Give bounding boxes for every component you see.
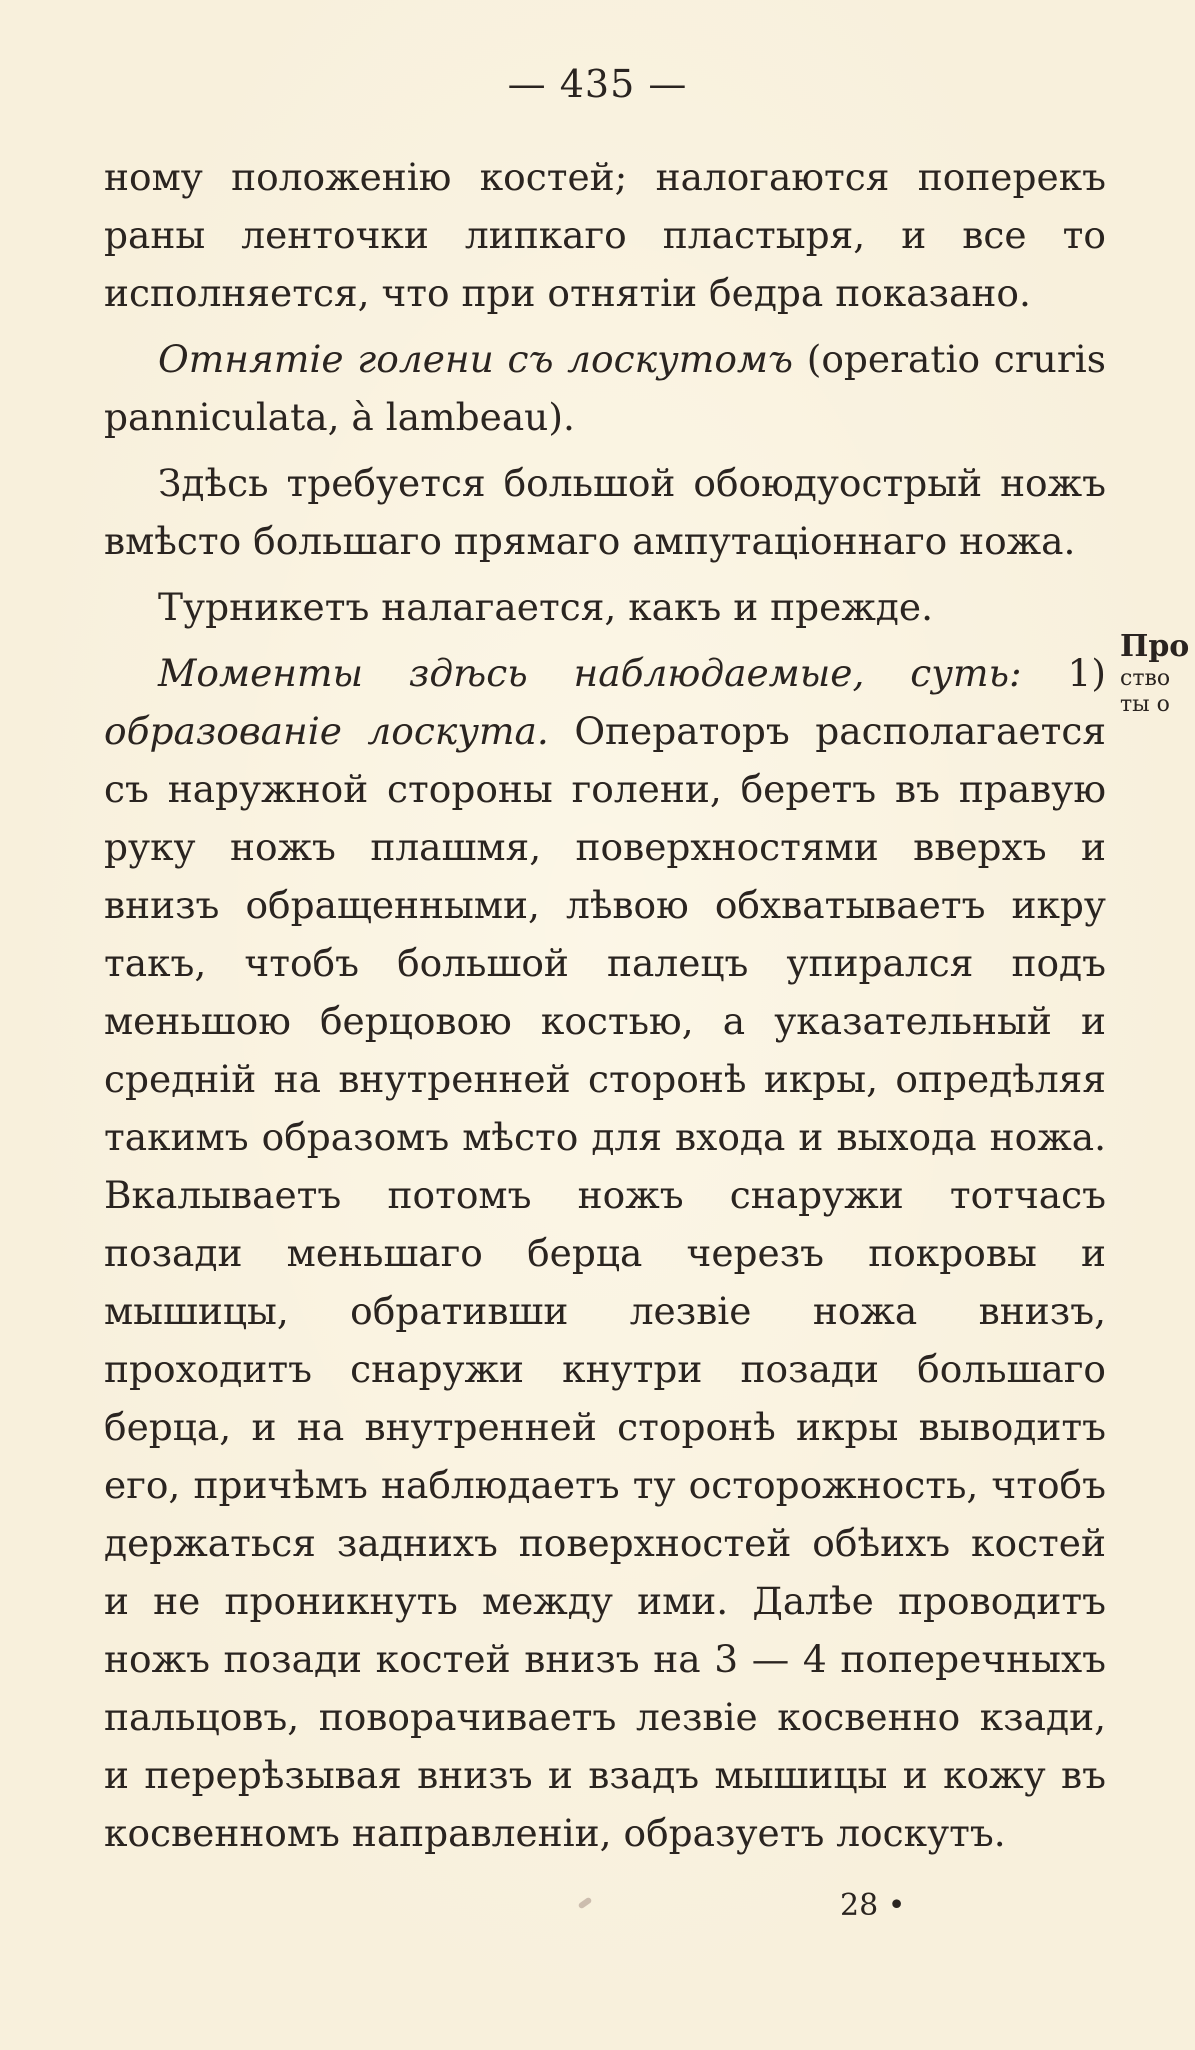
moments-heading: Моменты здѣсь наблюдаемые, суть: bbox=[158, 651, 1022, 695]
ink-smudge bbox=[578, 1897, 593, 1910]
page-number: — 435 — bbox=[507, 62, 688, 106]
paragraph-2 bbox=[104, 330, 1106, 446]
section-heading-latin: (operatio cruris panniculata, à lambeau). bbox=[104, 337, 1106, 439]
step-number: 1) bbox=[1021, 651, 1106, 695]
paragraph-5 bbox=[104, 644, 1106, 1862]
main-text bbox=[104, 148, 1106, 1870]
step-description: Операторъ располагается съ наружной стороны голени, беретъ въ правую руку ножъ плашмя, поверхностями вверхъ и внизъ обращенными, лѣвою обхватываетъ икру такъ, чтобъ большой палецъ упирался подъ меньшою берцовою костью, а указательный и средній на внутренней сторонѣ икры, опредѣляя такимъ образомъ мѣсто для входа и выхода ножа. Вкалываетъ потомъ ножъ снаружи тотчасъ позади меньшаго берца черезъ покровы и мышицы, обративши лезвіе ножа внизъ, проходитъ снаружи кнутри позади большаго берца, и на внутренней сторонѣ икры выводитъ его, причѣмъ наблюдаетъ ту осторожность, чтобъ держаться заднихъ поверхностей обѣихъ костей и не проникнуть между ими. Далѣе проводитъ ножъ позади костей внизъ на 3 — 4 поперечныхъ пальцовъ, поворачиваетъ лезвіе косвенно кзади, и перерѣзывая внизъ и взадъ мышицы и кожу въ косвенномъ направленіи, образуетъ лоскутъ. bbox=[104, 709, 1106, 1855]
margin-note-line-1: Про bbox=[1120, 629, 1190, 664]
margin-note bbox=[1120, 628, 1195, 718]
printer-signature: 28 • bbox=[840, 1888, 906, 1923]
paragraph-4: Турникетъ налагается, какъ и прежде. bbox=[158, 585, 934, 629]
paragraph-1: ному положенію костей; налогаются поперекъ раны ленточки липкаго пластыря, и все то исполняется, что при отнятіи бедра показано. bbox=[104, 155, 1106, 315]
step-title: образованіе лоскута. bbox=[104, 709, 549, 753]
margin-note-line-2: ство bbox=[1120, 666, 1171, 691]
section-heading-italic: Отнятіе голени съ лоскутомъ bbox=[158, 337, 793, 381]
margin-note-line-3: ты о bbox=[1120, 692, 1170, 717]
paragraph-3: Здѣсь требуется большой обоюдуострый ножъ вмѣсто большаго прямаго ампутаціоннаго ножа. bbox=[104, 461, 1106, 563]
